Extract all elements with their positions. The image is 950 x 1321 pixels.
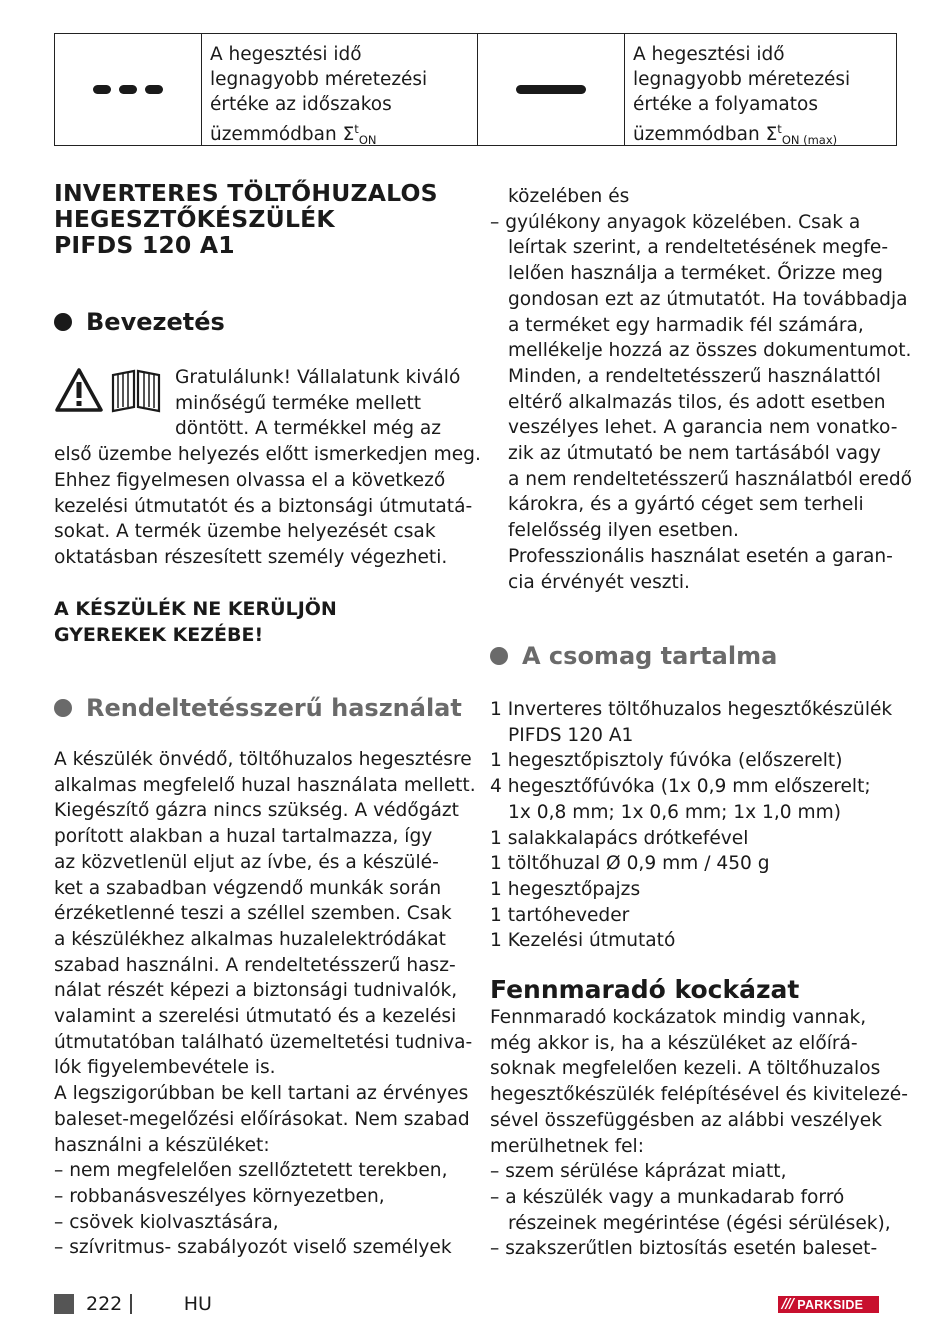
symbol-sub: ON (358, 133, 377, 147)
list-item: 1 tartóheveder (490, 904, 630, 926)
divider (130, 1294, 132, 1314)
intended-use-paragraph: A készülék önvédő, töltőhuzalos hegesztésre alkalmas megfelelő huzal használata mellett. Kiegészítő gázra nincs szükség. A védőgázt porított alakban a huzal tartalmazza, így az közvetlenül eljut az ívbe, és a készülé- ket a szabadban végzendő munkák során érzéketlenné teszi a széllel szemben. Csak a készülékhez alkalmas huzalelektródákat szabad használni. A rendeltetésszerű hasz- nálat részét képezi a biztonsági tudnivalók, valamint a szerelési útmutató és a kezelési útmutatóban található üzemeltetési tudniva- lók figyelembevétele is. A legszigorúbban be kell tartani az érvényes baleset-megelőzési előírásokat. Nem szabad használni a készüléket: – nem megfelelően szellőztetett terekben, – robbanásveszélyes környezetben, – csövek kiolvasztására, – szívritmus- szabályozót viselő személyek (54, 749, 476, 1259)
list-item: 1 hegesztőpajzs (490, 878, 641, 900)
list-item: 1 salakkalapács drótkefével (490, 827, 749, 849)
list-item: 1 Kezelési útmutató (490, 930, 676, 952)
intended-use-continued: közelében és – gyúlékony anyagok közelében. Csak a leírtak szerint, a rendeltetésének megfe- lelően használja a terméket. Őrizze meg gondosan ezt az útmutatót. Ha továbbadja a terméket egy harmadik fél számára, mellékelje hozzá az összes dokumentumot. Minden, a rendeltetésszerű használattól eltérő alkalmazás tilos, és adott esetben veszélyes lehet. A garancia nem vonatko- zik az útmutató be nem tartásából vagy a nem rendeltetésszerű használatból eredő károkra, és a gyártó céget sem terheli felelősség ilyen esetben. Professzionális használat esetén a garan- cia érvényét veszti. (490, 186, 912, 593)
list-item: 4 hegesztőfúvóka (1x 0,9 mm előszerelt; (490, 776, 871, 798)
section-heading-intended-use: Rendeltetésszerű használat (54, 694, 462, 722)
section-heading-intro: Bevezetés (54, 308, 225, 336)
list-item: 1 hegesztőpisztoly fúvóka (előszerelt) (490, 750, 843, 772)
symbol-description-2: A hegesztési idő legnagyobb méretezési értéke a folyamatos üzemmódban $\Sigma^t_{ON (max)}$ (633, 44, 851, 147)
symbol-text: üzemmódban Σ (210, 124, 355, 145)
package-contents-list (490, 697, 910, 954)
list-item: PIFDS 120 A1 (508, 724, 634, 746)
symbol-sup: t (354, 122, 359, 136)
page-footer (54, 1293, 212, 1315)
residual-risk-paragraph: Fennmaradó kockázatok mindig vannak, még akkor is, ha a készüléket az előírá- soknak megfelelően kezeli. A töltőhuzalos hegesztőkészülék felépítésével és kivitelezé- sével összefüggésben az alábbi veszélyek merülhetnek fel: – szem sérülése káprázat miatt, – a készülék vagy a munkadarab forró részeinek megérintése (égési sérülések), – szakszerűtlen biztosítás esetén baleset- (490, 1007, 908, 1260)
list-item: 1x 0,8 mm; 1x 0,6 mm; 1x 1,0 mm) (508, 801, 841, 823)
residual-risk-heading: Fennmaradó kockázat (490, 975, 800, 1004)
intro-paragraph: Gratulálunk! Vállalatunk kiváló minőségű terméke mellett döntött. A termékkel még az első üzembe helyezés előtt ismerkedjen meg. Ehhez figyelmesen olvassa el a következő kezelési útmutatót és a biztonsági útmutatá- sokat. A termék üzembe helyezését csak oktatásban részesített személy végezheti. (54, 367, 481, 568)
symbol-description-1: A hegesztési idő legnagyobb méretezési értéke az időszakos üzemmódban $\Sigma^t_{ON}$ (202, 34, 478, 145)
symbol-sup: t (777, 122, 782, 136)
symbol-cell-1 (55, 34, 202, 145)
symbol-cell-2 (478, 34, 625, 145)
logo-stripes: /// (782, 1297, 794, 1312)
symbols-table (54, 33, 897, 146)
solid-line-icon (516, 85, 586, 94)
document-title: INVERTERES TÖLTŐHUZALOS HEGESZTŐKÉSZÜLÉK PIFDS 120 A1 (54, 179, 438, 259)
list-item: 1 Inverteres töltőhuzalos hegesztőkészülék (490, 699, 893, 720)
list-item: 1 töltőhuzal Ø 0,9 mm / 450 g (490, 853, 770, 875)
brand-name: PARKSIDE (797, 1297, 864, 1312)
parkside-logo (778, 1296, 879, 1313)
page-number: 222 (86, 1293, 123, 1315)
dashed-line-icon (93, 85, 163, 94)
children-warning: A KÉSZÜLÉK NE KERÜLJÖN GYEREKEK KEZÉBE! (54, 598, 337, 646)
language-code: HU (183, 1293, 212, 1315)
bullet-icon (54, 699, 72, 717)
symbol-text: üzemmódban Σ (633, 124, 778, 145)
section-heading-package: A csomag tartalma (490, 642, 777, 670)
bullet-icon (54, 313, 72, 331)
bullet-icon (490, 647, 508, 665)
symbol-sub: ON (max) (781, 133, 838, 147)
page-marker-icon (54, 1294, 74, 1314)
